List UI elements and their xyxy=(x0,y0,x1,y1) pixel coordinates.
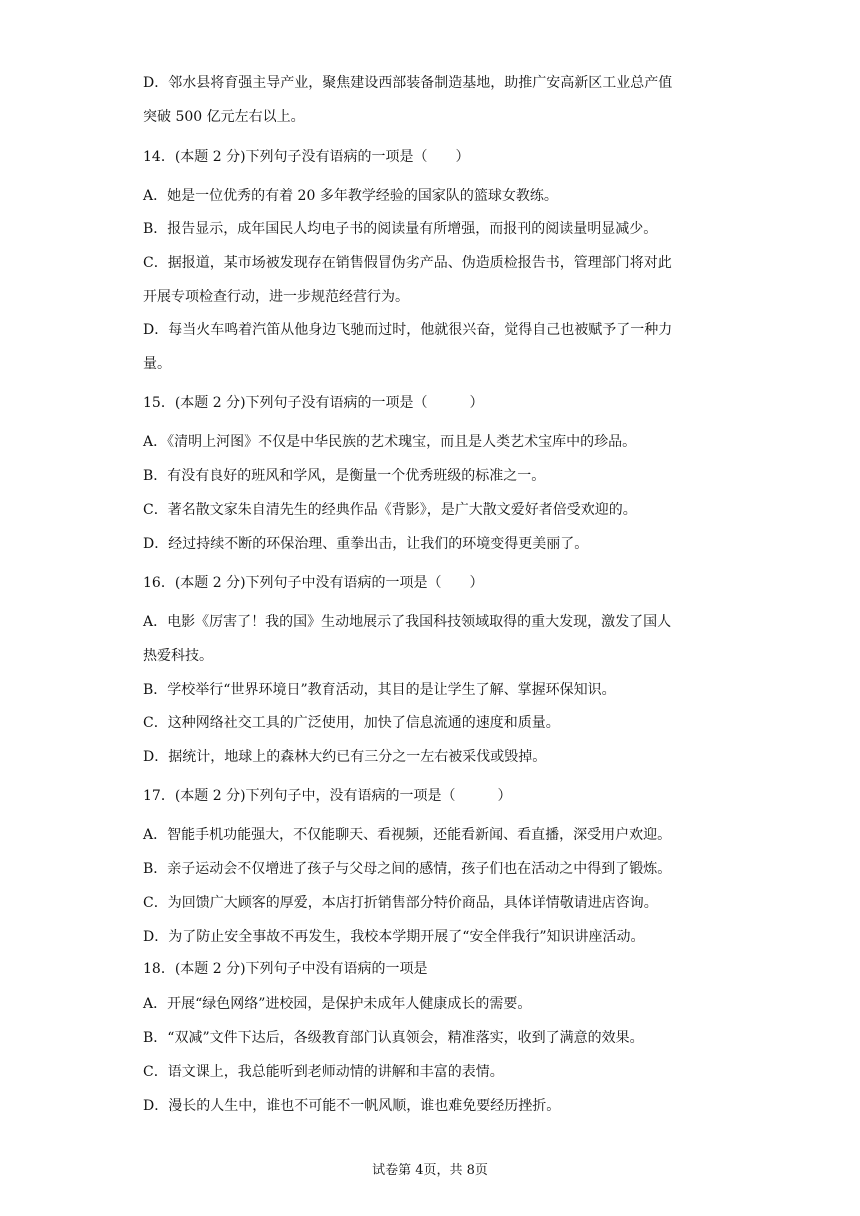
q15-option-b: B．有没有良好的班风和学风，是衡量一个优秀班级的标准之一。 xyxy=(143,468,546,484)
q13-option-d-line1: D．邻水县将育强主导产业，聚焦建设西部装备制造基地，助推广安高新区工业总产值 xyxy=(143,75,673,91)
q16-stem: 16．(本题 2 分)下列句子中没有语病的一项是（ ） xyxy=(143,575,484,591)
q17-option-c: C．为回馈广大顾客的厚爱，本店打折销售部分特价商品，具体详情敬请进店咨询。 xyxy=(143,895,658,911)
q18-stem: 18．(本题 2 分)下列句子中没有语病的一项是 xyxy=(143,961,428,977)
q17-stem: 17．(本题 2 分)下列句子中，没有语病的一项是（ ） xyxy=(143,788,512,804)
q15-option-a: A．《清明上河图》不仅是中华民族的艺术瑰宝，而且是人类艺术宝库中的珍品。 xyxy=(143,434,637,450)
q16-option-a-line1: A．电影《厉害了！我的国》生动地展示了我国科技领域取得的重大发现，激发了国人 xyxy=(143,614,672,630)
page-footer: 试卷第 4页，共 8页 xyxy=(372,1163,488,1178)
q17-option-a: A．智能手机功能强大，不仅能聊天、看视频，还能看新闻、看直播，深受用户欢迎。 xyxy=(143,827,672,843)
q14-option-d-line2: 量。 xyxy=(143,356,171,372)
q18-option-d: D．漫长的人生中，谁也不可能不一帆风顺，谁也难免要经历挫折。 xyxy=(143,1098,561,1114)
q14-stem: 14．(本题 2 分)下列句子没有语病的一项是（ ） xyxy=(143,149,470,165)
q16-option-c: C．这种网络社交工具的广泛使用，加快了信息流通的速度和质量。 xyxy=(143,715,560,731)
q16-option-a-line2: 热爱科技。 xyxy=(143,648,213,664)
q15-option-c: C．著名散文家朱自清先生的经典作品《背影》，是广大散文爱好者倍受欢迎的。 xyxy=(143,502,637,518)
q15-stem: 15．(本题 2 分)下列句子没有语病的一项是（ ） xyxy=(143,395,484,411)
q16-option-d: D．据统计，地球上的森林大约已有三分之一左右被采伐或毁掉。 xyxy=(143,749,547,765)
q15-option-d: D．经过持续不断的环保治理、重拳出击，让我们的环境变得更美丽了。 xyxy=(143,536,589,552)
q14-option-c-line1: C．据报道，某市场被发现存在销售假冒伪劣产品、伪造质检报告书，管理部门将对此 xyxy=(143,255,672,271)
q17-option-b: B．亲子运动会不仅增进了孩子与父母之间的感情，孩子们也在活动之中得到了锻炼。 xyxy=(143,861,672,877)
q18-option-a: A．开展“绿色网络”进校园，是保护未成年人健康成长的需要。 xyxy=(143,996,532,1012)
q13-option-d-line2: 突破 500 亿元左右以上。 xyxy=(143,109,305,125)
q17-option-d: D．为了防止安全事故不再发生，我校本学期开展了“安全伴我行”知识讲座活动。 xyxy=(143,929,645,945)
q18-option-c: C．语文课上，我总能听到老师动情的讲解和丰富的表情。 xyxy=(143,1064,504,1080)
q18-option-b: B．“双减”文件下达后，各级教育部门认真领会，精准落实，收到了满意的效果。 xyxy=(143,1030,644,1046)
q14-option-b: B．报告显示，成年国民人均电子书的阅读量有所增强，而报刊的阅读量明显减少。 xyxy=(143,221,658,237)
q14-option-d-line1: D．每当火车鸣着汽笛从他身边飞驰而过时，他就很兴奋，觉得自己也被赋予了一种力 xyxy=(143,322,673,338)
q14-option-c-line2: 开展专项检查行动，进一步规范经营行为。 xyxy=(143,289,409,305)
q14-option-a: A．她是一位优秀的有着 20 多年教学经验的国家队的篮球女教练。 xyxy=(143,188,558,204)
q16-option-b: B．学校举行“世界环境日”教育活动，其目的是让学生了解、掌握环保知识。 xyxy=(143,682,616,698)
